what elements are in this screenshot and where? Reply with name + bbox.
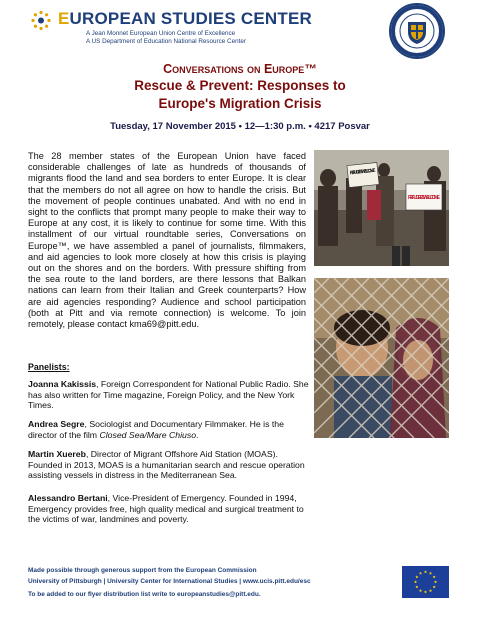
panelist-entry (28, 493, 318, 525)
panelist-name: Alessandro Bertani (28, 493, 108, 503)
welcome-sign-2-text: REFUGEES WELCOME (408, 195, 440, 201)
welcome-sign-1-text: REFUGEES WELCOME (349, 167, 376, 177)
panelist-name: Joanna Kakissis (28, 379, 97, 389)
eu-flag-icon (402, 566, 449, 598)
org-subtitle-2: A US Department of Education National Resource Center (86, 38, 246, 45)
children-at-fence-photo (314, 278, 449, 438)
esc-star-logo-icon (30, 10, 52, 32)
mailing-list-line[interactable]: To be added to our flyer distribution list write to europeanstudies@pitt.edu. (28, 591, 261, 598)
sponsor-line: Made possible through generous support from the European Commission (28, 567, 257, 574)
panelist-description: , Foreign Correspondent for National Public Radio. She has also written for Time magazine, Foreign Policy, and the New York Times. (28, 379, 309, 411)
university-line[interactable]: University of Pittsburgh | University Center for International Studies | www.ucis.pitt.edu/esc (28, 578, 311, 585)
intro-paragraph: The 28 member states of the European Union have faced considerable challenges of late as hundreds of thousands of migrants flood the land and sea borders to enter Europe. It is clear that the members do not all agree on how to handle the crisis. But the movement of people continues unabated. And with no end in sight to the conflicts that prompt many people to make their way to Europe at any cost, it is likely to continue for some time. With this installment of our virtual roundtable series, Conversations on Europe™, we have assembled a panel of journalists, filmmakers, and aid agencies to look more closely at how this crisis is playing out on the shores and on the borders. With pressure shifting from the sea route to the land borders, are there lessons that Balkan nations can learn from their Italian and Greek counterparts? How are aid agencies responding? Audience and school participation (both at Pitt and via remote connection) is welcome. To join remotely, please contact kma69@pitt.edu. (28, 151, 306, 330)
org-name (58, 9, 312, 29)
welcome-sign-1 (347, 162, 379, 187)
panelist-description-end: . (196, 429, 199, 440)
event-title-line-1: Rescue & Prevent: Responses to (134, 78, 346, 93)
panelist-name: Andrea Segre (28, 419, 85, 429)
panelist-entry (28, 449, 313, 481)
series-title: Conversations on Europe™ (163, 62, 317, 76)
org-name-rest: UROPEAN STUDIES CENTER (69, 9, 312, 28)
panelist-entry (28, 419, 313, 440)
event-dateline: Tuesday, 17 November 2015 • 12—1:30 p.m. • 4217 Posvar (110, 121, 370, 132)
panelists-heading: Panelists: (28, 362, 70, 372)
panelist-description: , Sociologist and Documentary Filmmaker. He is the director of the film (28, 419, 284, 440)
university-seal-icon (389, 3, 445, 59)
panelist-entry (28, 379, 313, 411)
film-title: Closed Sea/Mare Chiuso (99, 429, 197, 440)
panelist-description: , Director of Migrant Offshore Aid Station (MOAS). Founded in 2013, MOAS is a humanitarian search and rescue operation assisting vessels in distress in the Mediterranean Sea. (28, 449, 305, 481)
org-name-initial: E (58, 9, 70, 28)
org-subtitle-1: A Jean Monnet European Union Centre of Excellence (86, 30, 236, 37)
panelist-name: Martin Xuereb (28, 449, 86, 459)
panelist-description: , Vice-President of Emergency. Founded in 1994, Emergency provides free, high quality medical and surgical treatment to the victims of war, landmines and poverty. (28, 493, 304, 525)
welcome-sign-2 (406, 184, 442, 210)
event-title-line-2: Europe's Migration Crisis (158, 96, 322, 111)
protest-photo (314, 150, 449, 266)
